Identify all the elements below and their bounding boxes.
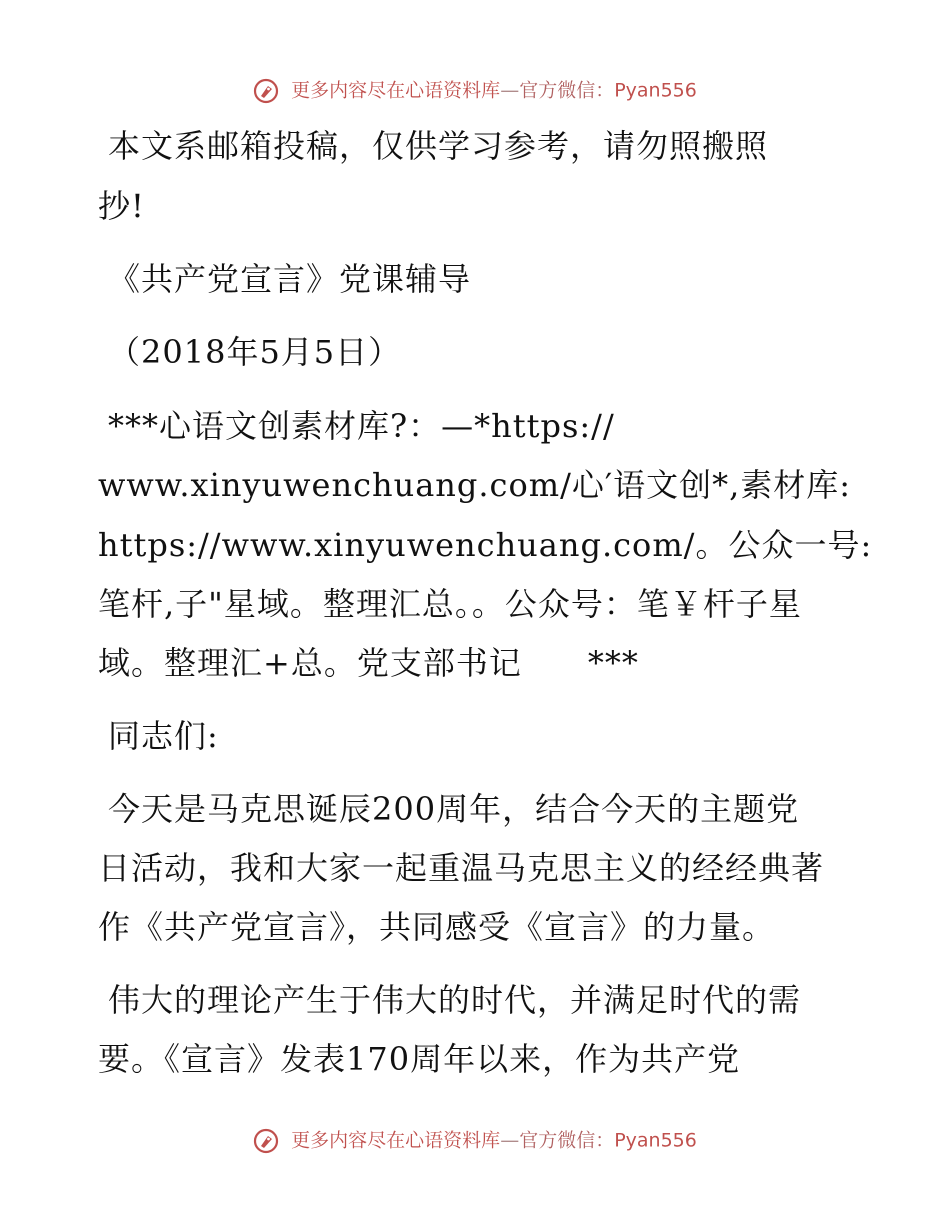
- footer-watermark: [0, 1125, 950, 1155]
- paragraph-1-line-1: 今天是马克思诞辰200周年，结合今天的主题党: [108, 790, 800, 828]
- paragraph-2-line-2: 要。《宣言》发表170周年以来，作为共产党: [98, 1040, 741, 1078]
- watermark-label: 官方微信：: [519, 79, 615, 102]
- watermark-text: 更多内容尽在心语资料库: [291, 79, 501, 102]
- spam-line-3: https://www.xinyuwenchuang.com/。公众一号:: [98, 526, 873, 564]
- watermark-dash: —: [500, 1129, 520, 1152]
- pen-nib-icon: [253, 78, 279, 104]
- greeting: 同志们:: [108, 717, 219, 755]
- notice-line-2: 抄!: [98, 187, 145, 225]
- watermark-wechat-id: Pyan556: [614, 1129, 697, 1152]
- watermark-text: 更多内容尽在心语资料库: [291, 1129, 501, 1152]
- watermark-label: 官方微信：: [519, 1129, 615, 1152]
- spam-line-2: www.xinyuwenchuang.com/心′语文创*,素材库:: [98, 466, 852, 504]
- spam-line-1: ***心语文创素材库?：—*https://: [108, 407, 615, 445]
- document-date: （2018年5月5日）: [108, 333, 402, 371]
- watermark-wechat-id: Pyan556: [614, 79, 697, 102]
- watermark-dash: —: [500, 79, 520, 102]
- paragraph-2-line-1: 伟大的理论产生于伟大的时代，并满足时代的需: [108, 981, 802, 1019]
- header-watermark: [0, 75, 950, 105]
- paragraph-1-line-3: 作《共产党宣言》，共同感受《宣言》的力量。: [98, 908, 776, 946]
- spam-line-5: 域。整理汇+总。党支部书记 ***: [98, 644, 639, 682]
- notice-line-1: 本文系邮箱投稿，仅供学习参考，请勿照搬照: [108, 127, 769, 165]
- document-title: 《共产党宣言》党课辅导: [108, 260, 472, 298]
- paragraph-1-line-2: 日活动，我和大家一起重温马克思主义的经经典著: [98, 849, 825, 887]
- pen-nib-icon: [253, 1128, 279, 1154]
- spam-line-4: 笔杆,子"星域。整理汇总。。公众号：笔￥杆子星: [98, 585, 802, 623]
